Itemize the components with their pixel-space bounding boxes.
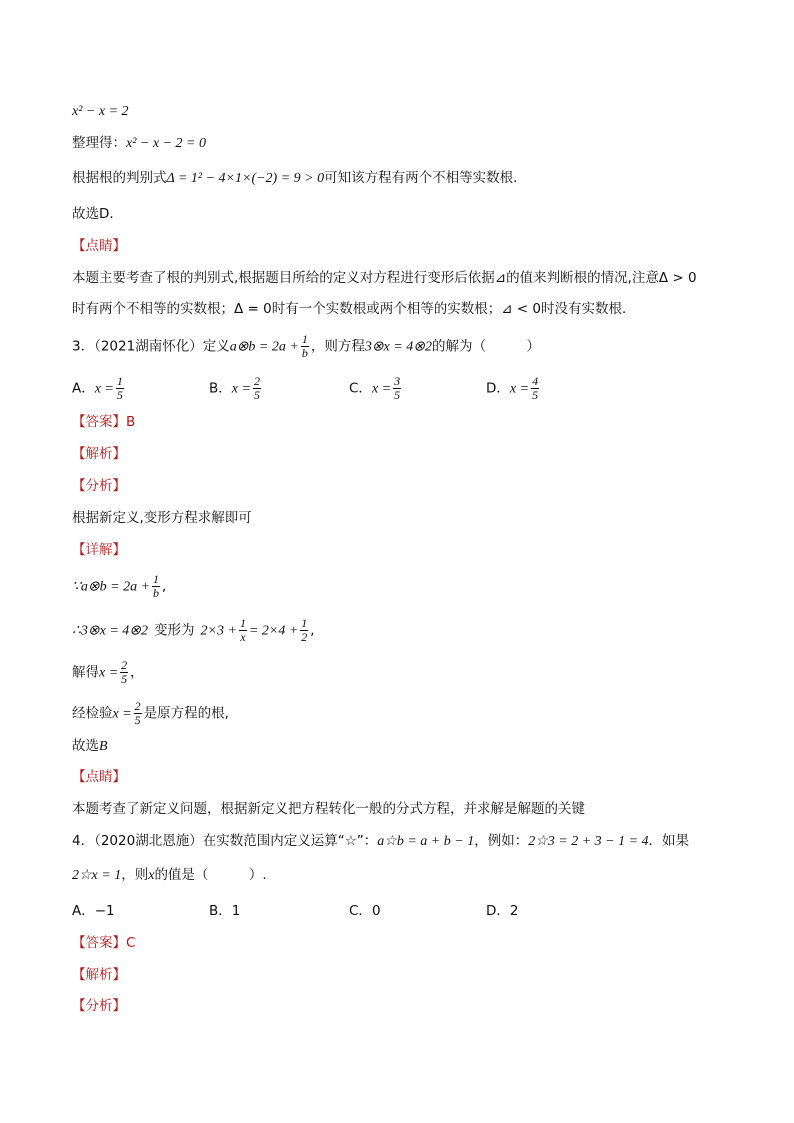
text: , [162, 578, 167, 595]
math-expression: x = [231, 381, 251, 397]
math-expression: x = [371, 381, 392, 397]
fraction [393, 375, 401, 402]
option-label: B． [209, 380, 232, 397]
option-label: D． [486, 903, 510, 919]
option-c [349, 375, 403, 402]
jiexi-heading: 【解析】 [72, 446, 126, 462]
math-expression: x = [99, 665, 119, 681]
solution-step-3 [72, 659, 144, 686]
math-expression: 2☆x = 1 [72, 868, 122, 883]
solution-step-2 [72, 617, 315, 644]
math-expression: ∵a⊗b = 2a + [72, 579, 151, 595]
option-label: B． [209, 903, 232, 919]
option-value: 0 [371, 903, 381, 919]
solution-choice [72, 736, 108, 757]
question-4-stem-2 [72, 865, 267, 886]
denominator: 5 [532, 388, 539, 402]
option-value: 1 [231, 903, 241, 919]
fraction [134, 700, 142, 727]
denominator: b [301, 346, 308, 360]
denominator: 5 [394, 388, 401, 402]
math-expression: ∴3⊗x = 4⊗2 [72, 623, 149, 639]
answer-label: 【答案】B [72, 414, 136, 430]
math-expression: 2×3 + [200, 623, 237, 639]
fraction [152, 573, 160, 600]
text: ，则 [121, 867, 149, 883]
math-expression: = 2×4 + [248, 623, 299, 639]
text: 3．（2021湖南怀化）定义 [72, 338, 230, 355]
text: 故选 [72, 738, 99, 754]
question-4-stem-1 [72, 831, 689, 852]
text: ，例如： [474, 833, 529, 849]
option-d [486, 901, 519, 921]
text: 是原方程的根, [143, 705, 229, 722]
math-expression: 3⊗x = 4⊗2 [364, 339, 432, 355]
question-3-stem [72, 333, 540, 360]
dianjing-text-1: 本题主要考查了根的判别式,根据题目所给的定义对方程进行变形后依据⊿的值来判断根的情况,注意Δ > 0 [72, 270, 697, 286]
text: 的值是（ ）. [154, 867, 267, 883]
fraction [120, 659, 128, 686]
denominator: 2 [301, 630, 308, 644]
fraction [531, 375, 539, 402]
fenxi-heading-4: 【分析】 [72, 998, 126, 1014]
numerator: 1 [301, 616, 308, 630]
math-expression: a☆b = a + b − 1 [377, 834, 475, 849]
option-value: 2 [509, 903, 519, 919]
text: 可知该方程有两个不相等实数根． [324, 170, 527, 186]
option-a [72, 901, 115, 921]
denominator: b [153, 586, 160, 600]
fenxi-text: 根据新定义,变形方程求解即可 [72, 510, 252, 526]
numerator: 2 [253, 374, 260, 388]
answer-label-4: 【答案】C [72, 935, 136, 951]
math-expression: x = [509, 381, 530, 397]
option-label: A． [72, 380, 95, 397]
solution-step-4 [72, 700, 229, 727]
solution-step-1 [72, 573, 166, 600]
text: ，则方程 [310, 338, 365, 355]
numerator: 1 [153, 572, 160, 586]
math-expression: x = [94, 381, 114, 397]
math-expression: B [99, 739, 108, 754]
fenxi-heading: 【分析】 [72, 478, 126, 494]
numerator: 2 [134, 699, 141, 713]
fraction [116, 375, 124, 402]
text: 解得 [72, 664, 99, 681]
text: 根据根的判别式 [72, 170, 167, 186]
numerator: 1 [301, 332, 308, 346]
math-expression: x² − x = 2 [72, 104, 129, 119]
text: 变形为 [154, 622, 195, 639]
text: 的解为（ ） [431, 338, 540, 355]
option-c [349, 901, 381, 921]
denominator: 5 [116, 388, 123, 402]
numerator: 2 [121, 658, 128, 672]
numerator: 3 [394, 374, 401, 388]
text: ， [130, 664, 144, 681]
text: , [310, 622, 315, 639]
denominator: 5 [121, 672, 128, 686]
fraction [300, 617, 308, 644]
dianjing-text-2: 时有两个不相等的实数根；Δ = 0时有一个实数根或两个相等的实数根；⊿ < 0时没有实数根． [72, 301, 636, 317]
text: 整理得： [72, 135, 126, 151]
text: ．如果 [648, 833, 690, 849]
dianjing-heading: 【点睛】 [72, 238, 126, 254]
text: 经检验 [72, 705, 113, 722]
option-label: A． [72, 903, 95, 919]
math-expression: x² − x − 2 = 0 [126, 136, 206, 151]
option-d [486, 375, 541, 402]
denominator: 5 [134, 713, 141, 727]
math-expression: a⊗b = 2a + [229, 339, 299, 355]
dianjing-text-3: 本题考查了新定义问题，根据新定义把方程转化一般的分式方程，并求解是解题的关键 [72, 801, 585, 817]
equation-line [72, 101, 129, 122]
discriminant-line [72, 168, 527, 189]
option-label: D． [486, 380, 510, 397]
math-expression: Δ = 1² − 4×1×(−2) = 9 > 0 [166, 171, 325, 186]
option-value: −1 [94, 903, 115, 919]
jiexi-heading-4: 【解析】 [72, 967, 126, 983]
math-expression: x [148, 868, 155, 883]
simplify-line [72, 133, 206, 154]
numerator: 4 [532, 374, 539, 388]
option-b [209, 901, 240, 921]
fraction [301, 333, 309, 360]
text: 4．（2020湖北恩施）在实数范围内定义运算“☆”： [72, 833, 378, 849]
dianjing-heading-2: 【点睛】 [72, 769, 126, 785]
option-label: C． [349, 380, 372, 397]
denominator: 5 [253, 388, 260, 402]
math-expression: 2☆3 = 2 + 3 − 1 = 4 [528, 834, 649, 849]
denominator: x [240, 630, 246, 644]
math-expression: x = [112, 706, 132, 722]
numerator: 1 [116, 374, 123, 388]
option-b [209, 375, 263, 402]
numerator: 1 [239, 616, 246, 630]
xiangjie-heading: 【详解】 [72, 542, 126, 558]
fraction [239, 617, 247, 644]
fraction [253, 375, 261, 402]
option-label: C． [349, 903, 372, 919]
choice-line: 故选D． [72, 206, 123, 222]
option-a [72, 375, 126, 402]
